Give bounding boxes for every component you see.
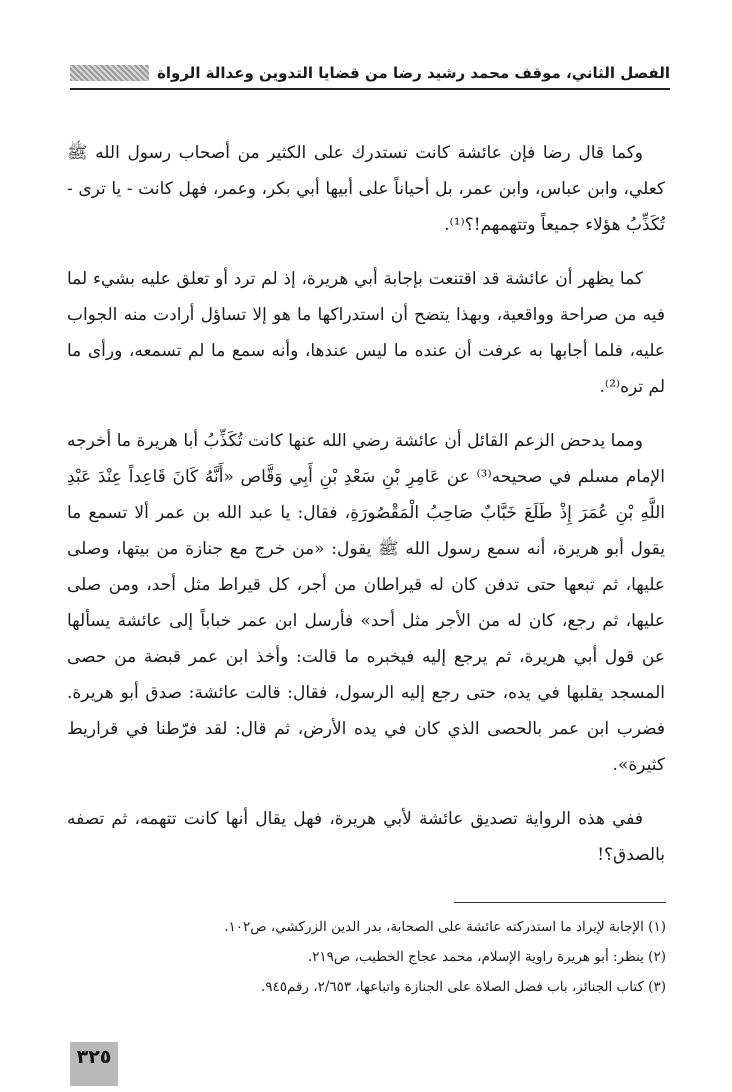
footnotes <box>100 912 666 1002</box>
footnote: (٣) كتاب الجنائز، باب فضل الصلاة على الجنازة واتباعها، ٢/٦٥٣، رقم٩٤٥. <box>260 979 666 995</box>
page-number: ٣٢٥ <box>76 1046 112 1068</box>
chapter-title: الفصل الثاني، موقف محمد رشيد رضا من قضايا التدوين وعدالة الرواة <box>157 64 670 82</box>
paragraph: وكما قال رضا فإن عائشة كانت تستدرك على الكثير من أصحاب رسول الله ﷺ كعلي، وابن عباس، وابن عمر، بل أحياناً على أبيها أبي بكر، وعمر، فهل كانت - يا ترى - تُكَذِّبُ هؤلاء جميعاً وتتهمهم!؟⁽¹⁾. <box>67 143 665 235</box>
page-number-box <box>70 1042 118 1086</box>
header-ornament <box>70 65 149 81</box>
paragraph: كما يظهر أن عائشة قد اقتنعت بإجابة أبي هريرة، إذ لم ترد أو تعلق عليه بشيء لما فيه من صراحة وواقعية، وبهذا يتضح أن استدراكها ما هو إلا تساؤل أرادت منه الجواب عليه، فلما أجابها به عرفت أن عنده ما ليس عندها، وأنه سمع ما لم تسمعه، ورأى ما لم تره⁽²⁾. <box>67 269 665 397</box>
footnote-divider <box>454 902 666 903</box>
running-header <box>70 62 670 84</box>
footnote: (١) الإجابة لإيراد ما استدركته عائشة على الصحابة، بدر الدين الزركشي، ص١٠٢. <box>224 919 666 935</box>
header-divider <box>70 88 670 90</box>
paragraph: ففي هذه الرواية تصديق عائشة لأبي هريرة، فهل يقال أنها كانت تتهمه، ثم تصفه بالصدق؟! <box>67 809 665 865</box>
paragraph: ومما يدحض الزعم القائل أن عائشة رضي الله عنها كانت تُكَذِّبُ أبا هريرة ما أخرجه الإمام مسلم في صحيحه⁽³⁾ عن عَامِرِ بْنِ سَعْدِ بْنِ أَبِي وَقَّاص «أَنَّهُ كَانَ قَاعِداً عِنْدَ عَبْدِ اللَّهِ بْنِ عُمَرَ إِذْ طَلَعَ خَبَّابٌ صَاحِبُ الْمَقْصُورَةِ، فقال: يا عبد الله بن عمر ألا تسمع ما يقول أبو هريرة، أنه سمع رسول الله ﷺ يقول: «من خرج مع جنازة من بيتها، وصلى عليها، ثم تبعها حتى تدفن كان له قيراطان من أجر، كل قيراط مثل أحد، ومن صلى عليها، ثم رجع، كان له من الأجر مثل أحد» فأرسل ابن عمر خباباً إلى عائشة يسألها عن قول أبي هريرة، ثم يرجع إليه فيخبره ما قالت: وأخذ ابن عمر قبضة من حصى المسجد يقلبها في يده، حتى رجع إليه الرسول، فقال: قالت عائشة: صدق أبو هريرة. فضرب ابن عمر بالحصى الذي كان في يده الأرض، ثم قال: لقد فرّطنا في قراريط كثيرة». <box>67 431 665 775</box>
footnote: (٢) ينظر: أبو هريرة راوية الإسلام، محمد عجاج الخطيب، ص٢١٩. <box>307 949 666 965</box>
main-text <box>67 135 665 891</box>
